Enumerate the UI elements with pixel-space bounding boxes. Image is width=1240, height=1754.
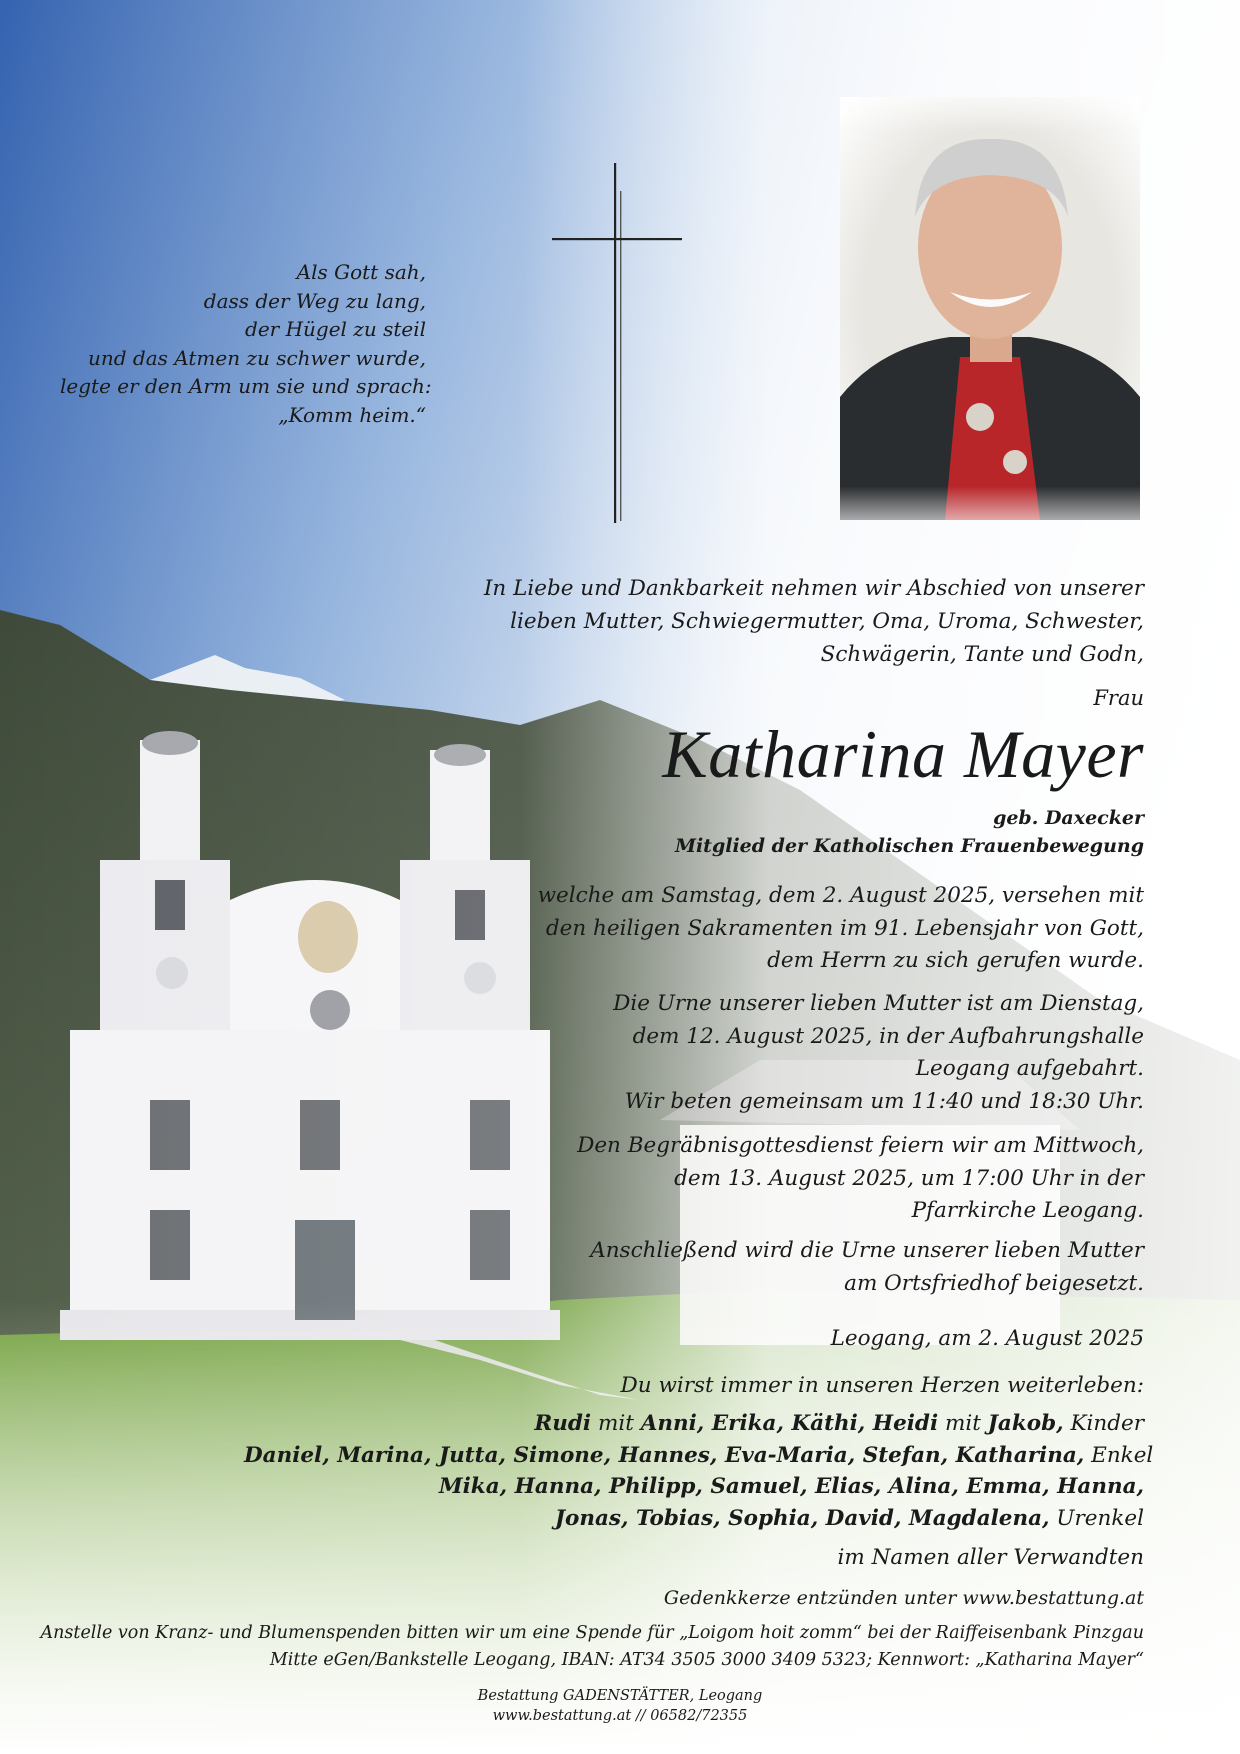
poem-line: dass der Weg zu lang, <box>203 288 426 313</box>
title-prefix: Frau <box>1093 686 1144 710</box>
relation-label: Kinder <box>1070 1411 1144 1436</box>
urn-line: Wir beten gemeinsam um 11:40 und 18:30 Uhr. <box>624 1088 1144 1114</box>
intro-line: In Liebe und Dankbarkeit nehmen wir Abschied von unserer <box>483 576 1144 601</box>
funeral-line: dem 13. August 2025, um 17:00 Uhr in der <box>674 1165 1144 1191</box>
children-line <box>244 1408 1144 1440</box>
urn-line: Die Urne unserer lieben Mutter ist am Dienstag, <box>613 991 1144 1016</box>
place-date: Leogang, am 2. August 2025 <box>830 1326 1144 1351</box>
poem-line: legte er den Arm um sie und sprach: <box>60 374 432 398</box>
intro-text <box>444 572 1144 671</box>
footer-line: Bestattung GADENSTÄTTER, Leogang <box>477 1688 763 1704</box>
burial-line: am Ortsfriedhof beigesetzt. <box>844 1270 1144 1296</box>
funeral-line: Pfarrkirche Leogang. <box>911 1198 1144 1223</box>
relatives-line: im Namen aller Verwandten <box>837 1545 1144 1570</box>
urn-line: Leogang aufgebahrt. <box>915 1056 1144 1081</box>
footer-undertaker <box>420 1686 820 1726</box>
burial-line: Anschließend wird die Urne unserer lieben Mutter <box>590 1238 1144 1263</box>
family-list <box>244 1408 1154 1534</box>
donation-line: Mitte eGen/Bankstelle Leogang, IBAN: AT34 3505 3000 3409 5323; Kennwort: „Katharina Mayer“ <box>269 1650 1144 1670</box>
grandchild-names: Daniel, Marina, Jutta, Simone, Hannes, Eva-Maria, Stefan, Katharina, <box>244 1442 1085 1468</box>
birth-name: geb. Daxecker <box>993 807 1144 829</box>
poem-line: der Hügel zu steil <box>245 317 426 341</box>
relation-label: Enkel <box>1091 1442 1154 1468</box>
child-name: Rudi <box>534 1411 592 1436</box>
child-name: Jakob, <box>987 1411 1064 1436</box>
relation-label: Urenkel <box>1056 1505 1144 1531</box>
funeral-service <box>504 1130 1144 1228</box>
poem-line: „Komm heim.“ <box>278 402 426 427</box>
death-notice <box>504 880 1144 978</box>
child-names: Anni, Erika, Käthi, Heidi <box>640 1411 939 1436</box>
great-grandchild-names: Jonas, Tobias, Sophia, David, Magdalena, <box>554 1505 1050 1531</box>
great-grandchildren-line <box>244 1503 1144 1535</box>
death-line: welche am Samstag, dem 2. August 2025, versehen mit <box>537 883 1144 908</box>
death-line: dem Herrn zu sich gerufen wurde. <box>767 948 1144 973</box>
cross-icon <box>550 163 685 523</box>
intro-line: lieben Mutter, Schwiegermutter, Oma, Uroma, Schwester, <box>510 609 1144 634</box>
birth-info <box>544 804 1144 860</box>
grandchildren-line <box>244 1440 1154 1472</box>
heart-line: Du wirst immer in unseren Herzen weiterleben: <box>620 1373 1144 1398</box>
great-grandchildren-line <box>244 1471 1144 1503</box>
funeral-line: Den Begräbnisgottesdienst feiern wir am Mittwoch, <box>577 1133 1144 1158</box>
conjunction: mit <box>944 1411 981 1436</box>
footer-line: www.bestattung.at // 06582/72355 <box>492 1708 748 1724</box>
urn-line: dem 12. August 2025, in der Aufbahrungshalle <box>632 1023 1144 1049</box>
membership: Mitglied der Katholischen Frauenbewegung <box>674 835 1144 857</box>
deceased-name: Katharina Mayer <box>662 716 1144 792</box>
memorial-candle-link: Gedenkkerze entzünden unter www.bestattung.at <box>663 1587 1144 1609</box>
great-grandchild-names: Mika, Hanna, Philipp, Samuel, Elias, Alina, Emma, Hanna, <box>438 1474 1144 1499</box>
urn-viewing <box>504 988 1144 1118</box>
poem-line: und das Atmen zu schwer wurde, <box>88 345 426 370</box>
donation-notice <box>24 1620 1144 1674</box>
poem-line: Als Gott sah, <box>296 260 426 284</box>
burial-notice <box>504 1235 1144 1300</box>
death-line: den heiligen Sakramenten im 91. Lebensjahr von Gott, <box>545 915 1144 941</box>
poem <box>60 258 432 429</box>
portrait-photo <box>840 97 1140 520</box>
intro-line: Schwägerin, Tante und Godn, <box>820 642 1144 667</box>
donation-line: Anstelle von Kranz- und Blumenspenden bitten wir um eine Spende für „Loigom hoit zomm“ bei der Raiffeisenbank Pinzgau <box>40 1623 1144 1643</box>
conjunction: mit <box>597 1411 634 1436</box>
